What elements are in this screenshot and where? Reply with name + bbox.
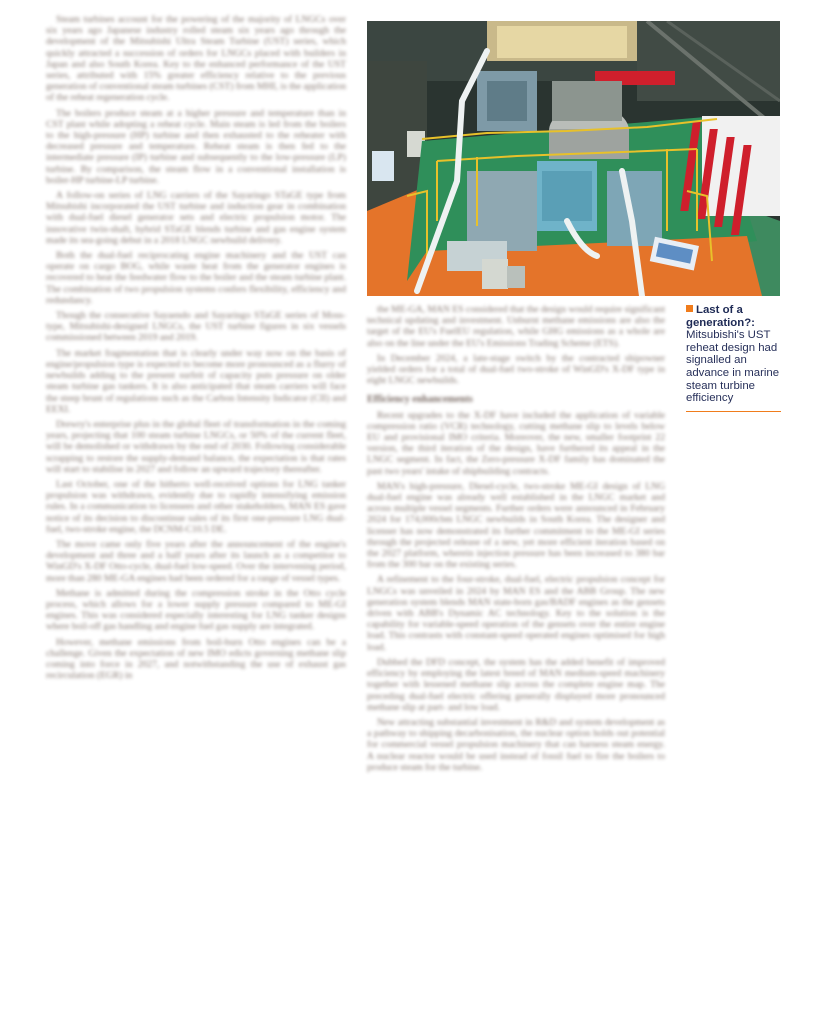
body-paragraph: Last October, one of the hitherto well-received options for LNG tanker propulsion was withdrawn, evidently due to rapidly intensifying emission rules. In a communication to licensees and other stakeholders, MAN ES gave notice of its decision to discontinue sales of its first one-pressure LNG dual-fuel, two-stroke engine, the DCNM-C10.5 DE.	[46, 478, 346, 535]
body-paragraph: New attracting substantial investment in R&D and system development as a pathway to shipping decarbonisation, the nuclear option holds out potential for commercial vessel propulsion machinery that can harness steam energy. A nuclear reactor would be used instead of fossil fuel to fire the boilers to produce steam for the turbine.	[367, 716, 665, 773]
body-paragraph: A follow-on series of LNG carriers of the Sayaringo STaGE type from Mitsubishi incorporated the UST turbine and induction gear in combination with dual-fuel diesel generator sets and electric propulsion motor. The innovative twin-shaft, hybrid STaGE blends turbine and gas engine system made its sea-going debut in a 2018 LNGC newbuild delivery.	[46, 190, 346, 246]
body-paragraph: The boilers produce steam at a higher pressure and temperature than in CST plant while adopting a reheat cycle. Main steam is led from the boilers to the high-pressure (HP) turbine and then exhausted to the reheater with decreased pressure and temperature. Reheat steam is then fed to the intermediate pressure (IP) turbine and subsequently to the low-pressure (LP) turbine. By comparison, the steam flow in a conventional installation is boiler-HP turbine-LP turbine.	[46, 107, 346, 186]
body-paragraph: In December 2024, a late-stage switch by the contracted shipowner yielded orders for a total of dual-fuel two-stroke of WinGD's X-DF type in eight LNGC newbuilds.	[367, 352, 665, 387]
body-paragraph: MAN's high-pressure, Diesel-cycle, two-stroke ME-GI design of LNG dual-fuel engine was already well established in the LNGC market and across multiple vessel segments. Further orders were announced in February 2024 for 174,000cbm LNGC newbuilds in South Korea. The designer and licenser has now demonstrated its further commitment to the ME-GI series through the projected release of a new, yet more efficient iteration based on the 2027 platform, wherein injection pressure has been increased to 380 bar from the 300 bar on the existing series.	[367, 480, 665, 571]
article-left-column	[46, 14, 346, 685]
body-paragraph: Both the dual-fuel reciprocating engine machinery and the UST can operate on cargo BOG, while waste heat from the generator engines is recovered to heat the feedwater flow to the boiler and the steam turbine plant. The combination of two propulsion systems confers flexibility, efficiency and redundancy.	[46, 250, 346, 306]
body-paragraph: Dubbed the DFD concept, the system has the added benefit of improved efficiency by employing the latest breed of MAN medium-speed machinery together with lessened methane slip across the complete engine map. The preceding dual-fuel electric offering generally displayed more pronounced methane slip at part- and low load.	[367, 656, 665, 713]
right-column-intro	[367, 304, 665, 386]
caption-bullet-icon	[686, 305, 693, 312]
body-paragraph: Steam turbines account for the powering of the majority of LNGCs over six years ago Japanese industry rolled steam six years ago through the development of the Mitsubishi Ultra Steam Turbine (UST) series, which quickly attracted a succession of orders for LNGCs placed with builders in Japan and also South Korea. Key to the enhanced performance of the UST series, attributed with 15% greater efficiency relative to the previous generation of conventional steam turbines (CST) from MHI, is the application of the reheat regeneration cycle.	[46, 14, 346, 104]
right-column-body	[367, 410, 665, 773]
body-paragraph: The move came only five years after the announcement of the engine's development and three and a half years after its launch as a competitor to WinGD's X-DF Otto-cycle, dual-fuel low-speed. Over the intervening period, more than 280 ME-GA engines had been ordered for a range of vessel types.	[46, 538, 346, 584]
body-paragraph: Recent upgrades to the X-DF have included the application of variable compression ratio (VCR) technology, cutting methane slip to levels below EU and provisional IMO criteria. Moreover, the new, smaller footprint 22 version, the third iteration of the design, have furthered its appeal in the LNGC segment. In fact, the Zero-pressure X-DF family has dominated the past two years' intake of shipbuilding contracts.	[367, 409, 665, 477]
caption-title: Last of a generation?:	[686, 304, 755, 329]
photo-caption	[686, 304, 781, 412]
body-paragraph: Drewry's enterprise plus in the global fleet of transformation in the coming years, projecting that 100 steam turbine LNGCs, or 50% of the current fleet, will be demolished or withdrawn by the end of 2030. Following considerable scrapping to restore the supply-demand balance, the expectation is that rates will start to stabilise in 2027 and follow an upward trajectory thereafter.	[46, 418, 346, 475]
body-paragraph: The market fragmentation that is clearly under way now on the basis of engine/propulsion type is expected to become more pronounced as a flurry of newbuilds adding to the present surfeit of capacity puts pressure on older steam turbine gas tankers. It is also anticipated that steam carriers will face the steep brunt of regulations such as the Carbon Intensity Indicator (CII) and EEXI.	[46, 347, 346, 415]
body-paragraph: However, methane emissions from boil-burn Otto engines can be a challenge. Given the expectation of new IMO edicts governing methane slip coming into force in 2027, and notwithstanding the use of exhaust gas recirculation (EGR) in	[46, 636, 346, 682]
body-paragraph: A refinement to the four-stroke, dual-fuel, electric propulsion concept for LNGCs was unveiled in 2024 by MAN ES and the ABB Group. The new generation system blends MAN state-born gas/BADF engines as the gensets driven with ABB's Dynamic AC technology. Key to the solution is the capability for variable-speed operation of the gensets over the entire engine load. This contrasts with constant-speed operated engines optimised for high load.	[367, 574, 665, 653]
body-paragraph: Though the consecutive Sayaendo and Sayaringo STaGE series of Moss-type, Mitsubishi-designed LNGCs, the UST turbine figures in six vessels commissioned between 2019 and 2019.	[46, 310, 346, 344]
body-paragraph: Methane is admitted during the compression stroke in the Otto cycle process, which allows for a lower supply pressure compared to ME-GI engines. This was considered especially interesting for LNG tanker designs where boil-off gas handling and engine fuel gas supply are integrated.	[46, 587, 346, 633]
caption-body: Mitsubishi's UST reheat design had signalled an advance in marine steam turbine efficiency	[686, 329, 780, 405]
body-paragraph: the ME-GA, MAN ES considered that the design would require significant technical updating and investment. Unburnt methane emissions are also the target of the EU's FuelEU regulation, while GHG emissions as a whole are also on the line under the EU's Emissions Trading Scheme (ETS).	[367, 304, 665, 349]
section-heading: Efficiency enhancements	[367, 394, 473, 406]
caption-text	[686, 304, 781, 405]
turbine-installation-photo	[367, 21, 780, 296]
article-right-column	[367, 304, 665, 777]
